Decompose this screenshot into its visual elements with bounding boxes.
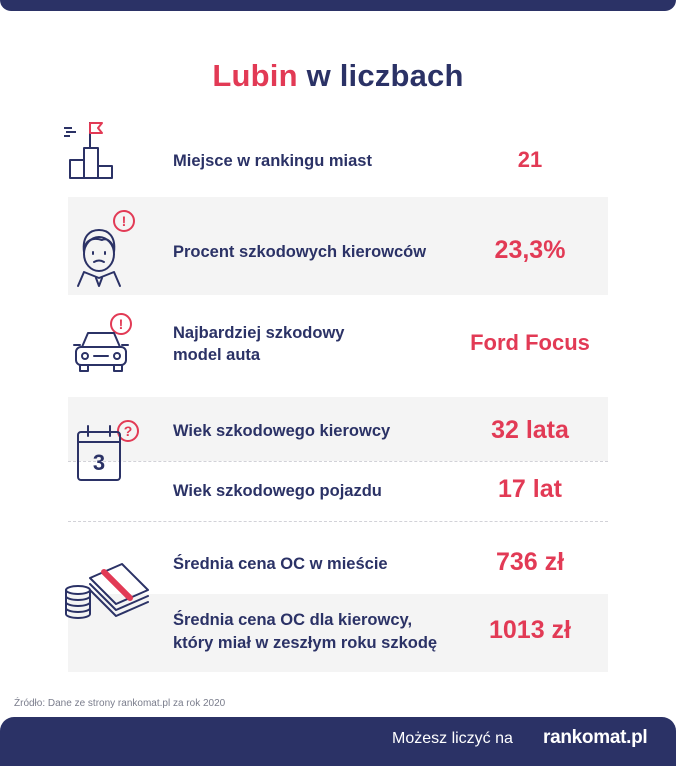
source-note: Źródło: Dane ze strony rankomat.pl za rok 2020 bbox=[14, 698, 226, 709]
row-divider bbox=[68, 461, 608, 462]
calendar-question-icon bbox=[74, 418, 144, 493]
title-city: Lubin bbox=[212, 58, 298, 93]
row-label-oc-claim-line1: Średnia cena OC dla kierowcy, bbox=[173, 611, 413, 629]
row-value-drivers: 23,3% bbox=[494, 236, 566, 264]
row-label-car-line2: model auta bbox=[173, 346, 261, 364]
row-label-drivers: Procent szkodowych kierowców bbox=[173, 243, 427, 261]
money-coins-icon bbox=[60, 560, 152, 627]
row-label-vehicle-age: Wiek szkodowego pojazdu bbox=[173, 482, 382, 500]
svg-text:3: 3 bbox=[92, 450, 106, 475]
svg-text:!: ! bbox=[118, 316, 124, 332]
row-value-driver-age: 32 lata bbox=[491, 416, 569, 444]
driver-face-icon bbox=[72, 208, 142, 295]
row-value-car: Ford Focus bbox=[470, 330, 590, 355]
row-value-ranking: 21 bbox=[517, 147, 543, 172]
row-value-oc-claim: 1013 zł bbox=[488, 616, 571, 644]
footer-bar bbox=[0, 717, 676, 766]
section-divider bbox=[68, 521, 608, 522]
page-title bbox=[0, 58, 676, 94]
row-label-avg-oc: Średnia cena OC w mieście bbox=[173, 555, 388, 573]
car-alert-icon bbox=[72, 311, 142, 382]
row-label-driver-age: Wiek szkodowego kierowcy bbox=[173, 422, 391, 440]
footer-tagline: Możesz liczyć na bbox=[392, 730, 513, 747]
top-bar bbox=[0, 0, 676, 11]
podium-flag-icon bbox=[62, 120, 134, 187]
svg-text:?: ? bbox=[123, 423, 133, 439]
row-value-vehicle-age: 17 lat bbox=[498, 475, 562, 503]
footer-logo[interactable]: rankomat.pl bbox=[543, 727, 648, 748]
row-value-avg-oc: 736 zł bbox=[495, 548, 565, 576]
row-label-ranking: Miejsce w rankingu miast bbox=[173, 152, 372, 170]
row-label-car-line1: Najbardziej szkodowy bbox=[173, 324, 345, 342]
svg-text:!: ! bbox=[121, 213, 127, 229]
row-label-oc-claim-line2: który miał w zeszłym roku szkodę bbox=[173, 634, 438, 652]
title-rest: w liczbach bbox=[297, 58, 464, 93]
